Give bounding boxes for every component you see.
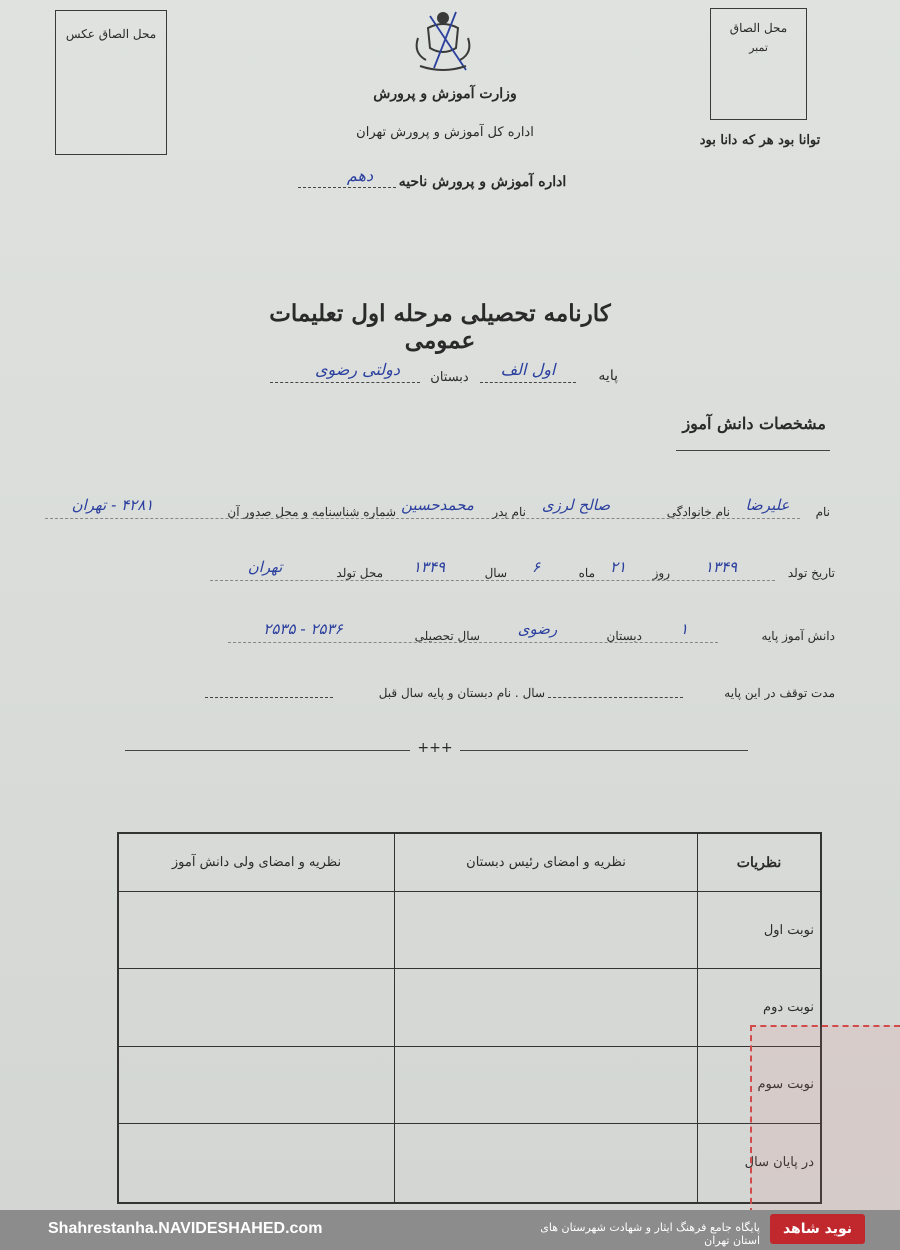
footer-site: Shahrestanha.NAVIDESHAHED.com xyxy=(48,1220,323,1237)
birthplace-label: محل تولد xyxy=(336,566,383,580)
motto: توانا بود هر که دانا بود xyxy=(699,133,821,148)
parent-cell xyxy=(118,1046,395,1123)
row-label: نوبت اول xyxy=(698,892,822,969)
grade-hand: اول الف xyxy=(500,360,556,379)
month-hand: ۶ xyxy=(531,558,541,576)
school-hand: دولتی رضوی xyxy=(314,360,401,379)
student-info-heading: مشخصات دانش آموز xyxy=(682,414,826,433)
stamp-box-label: محل الصاق xyxy=(729,21,788,35)
separator-right xyxy=(460,750,748,751)
family-label: نام خانوادگی xyxy=(666,505,730,519)
stamp-box xyxy=(710,8,807,120)
emblem-icon xyxy=(408,8,478,76)
stamp-box-sub: تمبر xyxy=(749,41,768,54)
principal-cell xyxy=(395,1046,698,1123)
general-office: اداره کل آموزش و پرورش تهران xyxy=(356,125,534,140)
stay-year-label: سال . نام دبستان و پایه سال قبل xyxy=(378,686,545,700)
row4-dash-a xyxy=(548,697,683,698)
table-row xyxy=(118,1046,821,1123)
row3-dash xyxy=(228,642,718,643)
ministry-title: وزارت آموزش و پرورش xyxy=(373,86,517,102)
heading-underline xyxy=(676,450,830,451)
birthplace-hand: تهران xyxy=(247,558,283,576)
day-label: روز xyxy=(652,566,670,580)
report-card-title: کارنامه تحصیلی مرحله اول تعلیمات عمومی xyxy=(269,300,611,354)
parent-cell xyxy=(118,969,395,1046)
grade-label: پایه xyxy=(598,368,618,384)
row-label: نوبت دوم xyxy=(698,969,822,1046)
academic-year-label: سال تحصیلی xyxy=(414,629,480,643)
parent-cell xyxy=(118,892,395,969)
father-hand: محمدحسین xyxy=(401,496,474,514)
school-label: دبستان xyxy=(430,370,469,385)
id-label: شماره شناسنامه و محل صدور آن xyxy=(227,505,396,519)
table-header: نظریات xyxy=(698,833,822,892)
remarks-table xyxy=(117,832,822,1204)
row-label: نوبت سوم xyxy=(698,1046,822,1123)
birth-hand: ۱۳۴۹ xyxy=(704,558,738,576)
father-label: نام پدر xyxy=(492,505,526,519)
table-header: نظریه و امضای ولی دانش آموز xyxy=(118,833,395,892)
row-label: در پایان سال xyxy=(698,1123,822,1203)
year-hand: ۱۳۴۹ xyxy=(412,558,446,576)
footer-logo: نوید شاهد xyxy=(770,1214,865,1244)
row2-dash xyxy=(210,580,775,581)
principal-cell xyxy=(395,969,698,1046)
id-hand: ۴۲۸۱ - تهران xyxy=(71,496,154,514)
watermark-footer xyxy=(0,1210,900,1250)
month-label: ماه xyxy=(578,566,595,580)
year-label: سال xyxy=(484,566,507,580)
table-row xyxy=(118,1123,821,1203)
photo-box-label: محل الصاق عکس xyxy=(65,27,157,41)
table-header: نظریه و امضای رئیس دبستان xyxy=(395,833,698,892)
student-grade-label: دانش آموز پایه xyxy=(761,629,835,643)
academic-year-hand: ۲۵۳۶ - ۲۵۳۵ xyxy=(263,620,343,638)
footer-portal: پایگاه جامع فرهنگ ایثار و شهادت شهرستان های استان تهران xyxy=(540,1221,760,1247)
parent-cell xyxy=(118,1123,395,1203)
school-dash xyxy=(270,382,420,383)
district-office: اداره آموزش و پرورش ناحیه xyxy=(398,174,567,190)
row1-dash xyxy=(45,518,800,519)
name-label: نام xyxy=(815,505,830,519)
student-grade-hand: ۱ xyxy=(679,620,689,638)
separator-left xyxy=(125,750,410,751)
school2-label: دبستان xyxy=(606,629,642,643)
school2-hand: رضوی xyxy=(517,620,558,638)
family-hand: صالح لرزی xyxy=(541,496,611,514)
table-header-row xyxy=(118,833,821,892)
separator-mark: +++ xyxy=(417,740,453,756)
row4-dash-b xyxy=(205,697,333,698)
principal-cell xyxy=(395,892,698,969)
grade-dash xyxy=(480,382,576,383)
district-hand: دهم xyxy=(346,166,374,185)
table-row xyxy=(118,969,821,1046)
principal-cell xyxy=(395,1123,698,1203)
district-dash xyxy=(298,187,396,188)
birth-label: تاریخ تولد xyxy=(787,566,835,580)
name-hand: علیرضا xyxy=(745,496,790,514)
postage-stamp xyxy=(750,1025,900,1214)
day-hand: ۲۱ xyxy=(609,558,627,576)
photo-box xyxy=(55,10,167,155)
stay-label: مدت توقف در این پایه xyxy=(724,686,835,700)
table-row xyxy=(118,892,821,969)
